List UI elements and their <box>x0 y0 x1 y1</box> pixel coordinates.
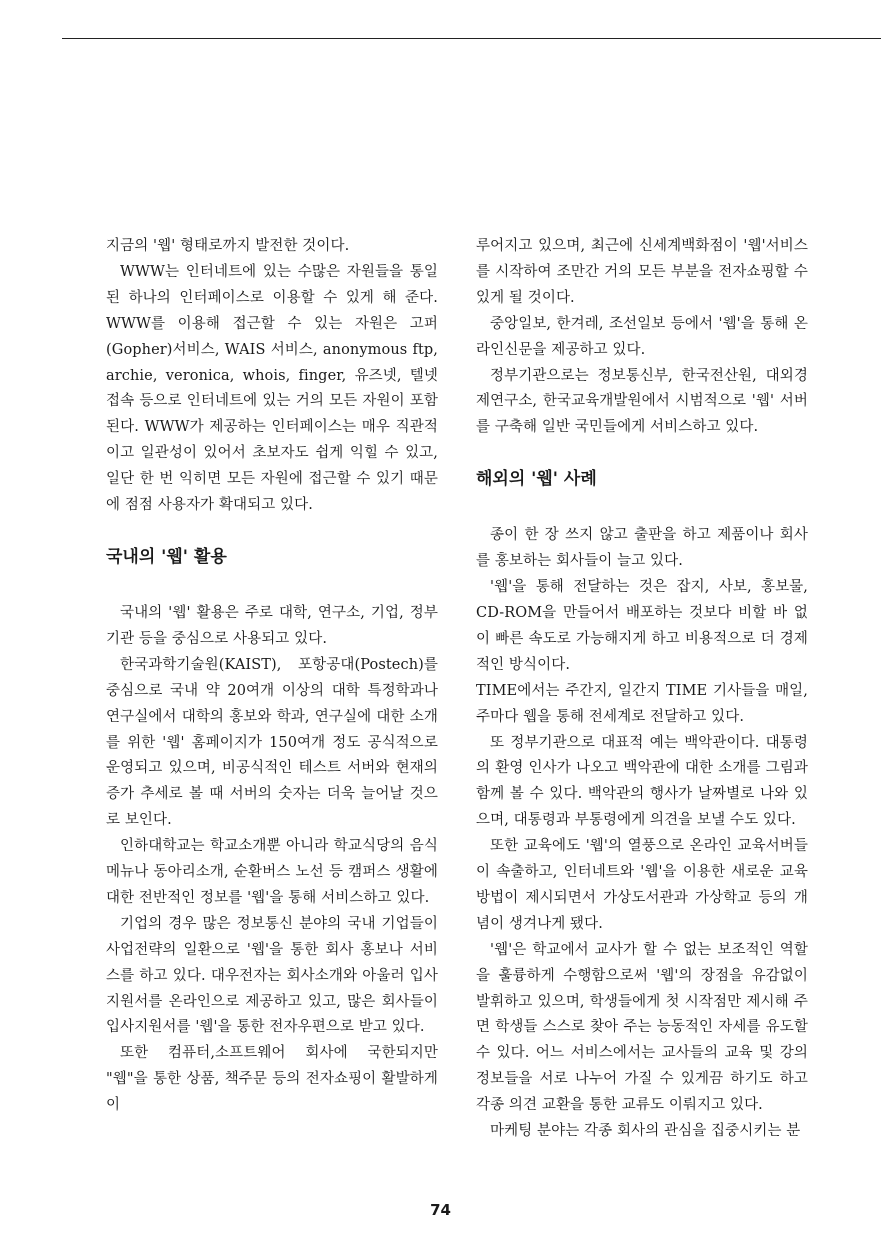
paragraph: 종이 한 장 쓰지 않고 출판을 하고 제품이나 회사를 홍보하는 회사들이 늘고 있다. <box>476 527 808 570</box>
paragraph: WWW는 인터네트에 있는 수많은 자원들을 통일된 하나의 인터페이스로 이용할 수 있게 해 준다. WWW를 이용해 접근할 수 있는 자원은 고퍼(Gopher)서비스, WAIS 서비스, anonymous ftp, archie, veronica, whois, finger, 유즈넷, 텔넷 접속 등으로 인터네트에 있는 거의 모든 자원이 포함된다. WWW가 제공하는 인터페이스는 매우 직관적이고 일관성이 있어서 초보자도 쉽게 익힐 수 있고, 일단 한 번 익히면 모든 자원에 접근할 수 있기 때문에 점점 사용자가 확대되고 있다. <box>106 263 438 514</box>
paragraph: 또한 컴퓨터,소프트웨어 회사에 국한되지만 "웹"을 통한 상품, 책주문 등의 전자쇼핑이 활발하게 이 <box>106 1045 438 1114</box>
section-heading: 국내의 '웹' 활용 <box>106 546 227 567</box>
paragraph: TIME에서는 주간지, 일간지 TIME 기사들을 매일, 주마다 웹을 통해 전세계로 전달하고 있다. <box>476 682 808 725</box>
paragraph: 중앙일보, 한겨레, 조선일보 등에서 '웹'을 통해 온라인신문을 제공하고 있다. <box>476 315 808 358</box>
paragraph: 또 정부기관으로 대표적 예는 백악관이다. 대통령의 환영 인사가 나오고 백악관에 대한 소개를 그림과 함께 볼 수 있다. 백악관의 행사가 날짜별로 나와 있으며, 대통령과 부통령에게 의견을 보낼 수도 있다. <box>476 734 808 829</box>
paragraph: '웹'은 학교에서 교사가 할 수 없는 보조적인 역할을 훌륭하게 수행함으로써 '웹'의 장점을 유감없이 발휘하고 있으며, 학생들에게 첫 시작점만 제시해 주면 학생들 스스로 찾아 주는 능동적인 자세를 유도할 수 있다. 어느 서비스에서는 교사들의 교육 및 강의 정보들을 서로 나누어 가질 수 있게끔 하기도 하고 각종 의견 교환을 통한 교류도 이뤄지고 있다. <box>476 941 808 1114</box>
paragraph: 루어지고 있으며, 최근에 신세계백화점이 '웹'서비스를 시작하여 조만간 거의 모든 부분을 전자쇼핑할 수 있게 될 것이다. <box>476 238 808 306</box>
paragraph: 또한 교육에도 '웹'의 열풍으로 온라인 교육서버들이 속출하고, 인터네트와 '웹'을 이용한 새로운 교육방법이 제시되면서 가상도서관과 가상학교 등의 개념이 생겨나게 됐다. <box>476 838 808 932</box>
paragraph: '웹'을 통해 전달하는 것은 잡지, 사보, 홍보물, CD-ROM을 만들어서 배포하는 것보다 비할 바 없이 빠른 속도로 가능해지게 하고 비용적으로 더 경제적인 방식이다. <box>476 579 808 673</box>
page-number: 74 <box>430 1201 451 1219</box>
paragraph: 국내의 '웹' 활용은 주로 대학, 연구소, 기업, 정부기관 등을 중심으로 사용되고 있다. <box>106 604 438 647</box>
right-column <box>476 234 808 1145</box>
paragraph: 한국과학기술원(KAIST), 포항공대(Postech)를 중심으로 국내 약 20여개 이상의 대학 특정학과나 연구실에서 대학의 홍보와 학과, 연구실에 대한 소개를 위한 '웹' 홈페이지가 150여개 정도 공식적으로 운영되고 있으며, 비공식적인 테스트 서버와 현재의 증가 추세로 볼 때 서버의 숫자는 더욱 늘어날 것으로 보인다. <box>106 656 438 829</box>
paragraph: 정부기관으로는 정보통신부, 한국전산원, 대외경제연구소, 한국교육개발원에서 시범적으로 '웹' 서버를 구축해 일반 국민들에게 서비스하고 있다. <box>476 367 808 436</box>
paragraph: 마케팅 분야는 각종 회사의 관심을 집중시키는 분 <box>490 1123 801 1140</box>
section-heading: 해외의 '웹' 사례 <box>476 469 597 490</box>
paragraph: 인하대학교는 학교소개뿐 아니라 학교식당의 음식메뉴나 동아리소개, 순환버스 노선 등 캠퍼스 생활에 대한 전반적인 정보를 '웹'을 통해 서비스하고 있다. <box>106 838 438 906</box>
left-column <box>106 234 438 1119</box>
paragraph: 지금의 '웹' 형태로까지 발전한 것이다. <box>106 238 350 254</box>
header-rule <box>62 38 881 39</box>
paragraph: 기업의 경우 많은 정보통신 분야의 국내 기업들이 사업전략의 일환으로 '웹'을 통한 회사 홍보나 서비스를 하고 있다. 대우전자는 회사소개와 아울러 입사지원서를 온라인으로 제공하고 있고, 많은 회사들이 입사지원서를 '웹'을 통한 전자우편으로 받고 있다. <box>106 915 438 1036</box>
